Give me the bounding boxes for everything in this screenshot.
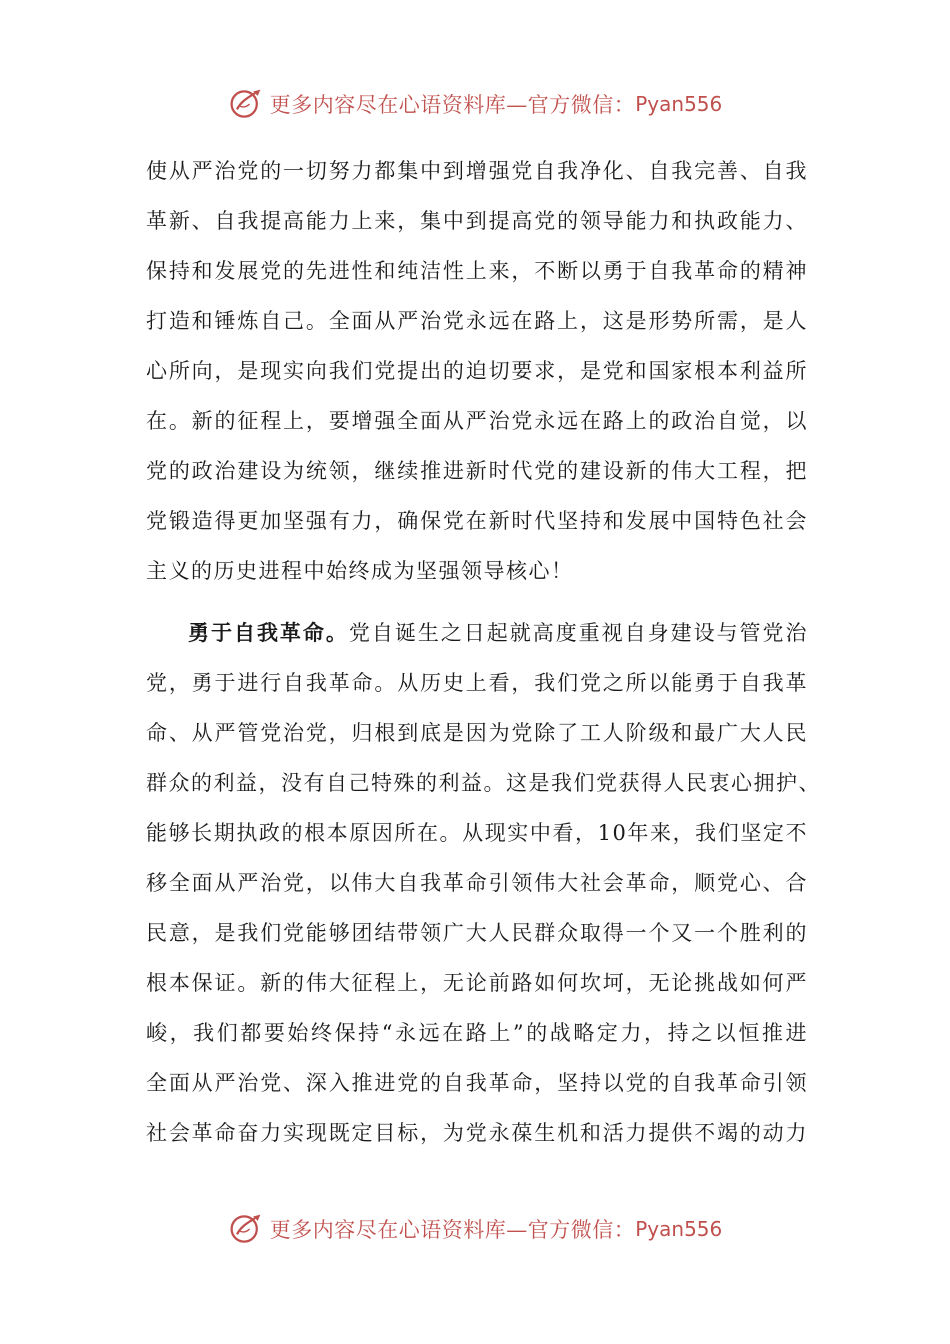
text-line: 保持和发展党的先进性和纯洁性上来，不断以勇于自我革命的精神 [146,259,808,283]
text-line: 党的政治建设为统领，继续推进新时代党的建设新的伟大工程，把 [146,459,808,483]
text-line: 移全面从严治党，以伟大自我革命引领伟大社会革命，顺党心、合 [146,871,808,895]
text-line: 能够长期执政的根本原因所在。从现实中看，10年来，我们坚定不 [146,821,808,845]
text-line: 民意，是我们党能够团结带领广大人民群众取得一个又一个胜利的 [146,921,808,945]
text-line: 在。新的征程上，要增强全面从严治党永远在路上的政治自觉，以 [146,409,808,433]
text-span: 党自诞生之日起就高度重视自身建设与管党治 [348,621,809,645]
paragraph-1 [146,146,808,596]
text-line: 根本保证。新的伟大征程上，无论前路如何坎坷，无论挑战如何严 [146,971,808,995]
paragraph-heading: 勇于自我革命。 [188,620,349,645]
banner-text: 更多内容尽在心语资料库—官方微信： [269,1218,636,1242]
text-line: 党，勇于进行自我革命。从历史上看，我们党之所以能勇于自我革 [146,671,808,695]
pen-logo-icon [228,1211,264,1247]
text-line: 主义的历史进程中始终成为坚强领导核心！ [146,559,574,583]
text-line: 党锻造得更加坚强有力，确保党在新时代坚持和发展中国特色社会 [146,509,808,533]
text-line: 群众的利益，没有自己特殊的利益。这是我们党获得人民衷心拥护、 [146,771,821,795]
text-line: 打造和锤炼自己。全面从严治党永远在路上，这是形势所需，是人 [146,309,808,333]
text-line: 心所向，是现实向我们党提出的迫切要求，是党和国家根本利益所 [146,359,808,383]
paragraph-2 [146,608,821,1158]
text-line: 革新、自我提高能力上来，集中到提高党的领导能力和执政能力、 [146,209,808,233]
text-line: 使从严治党的一切努力都集中到增强党自我净化、自我完善、自我 [146,159,808,183]
pen-logo-icon [228,86,264,122]
banner-text: 更多内容尽在心语资料库—官方微信： [269,93,636,117]
banner-wechat-id: Pyan556 [635,1217,723,1241]
text-line-first [146,608,808,658]
text-line: 全面从严治党、深入推进党的自我革命，坚持以党的自我革命引领 [146,1071,808,1095]
banner-wechat-id: Pyan556 [635,92,723,116]
text-line: 峻，我们都要始终保持“永远在路上”的战略定力，持之以恒推进 [146,1021,808,1045]
footer-watermark-banner [0,1207,950,1251]
text-line: 社会革命奋力实现既定目标，为党永葆生机和活力提供不竭的动力 [146,1121,808,1145]
header-watermark-banner [0,82,950,126]
text-line: 命、从严管党治党，归根到底是因为党除了工人阶级和最广大人民 [146,721,808,745]
